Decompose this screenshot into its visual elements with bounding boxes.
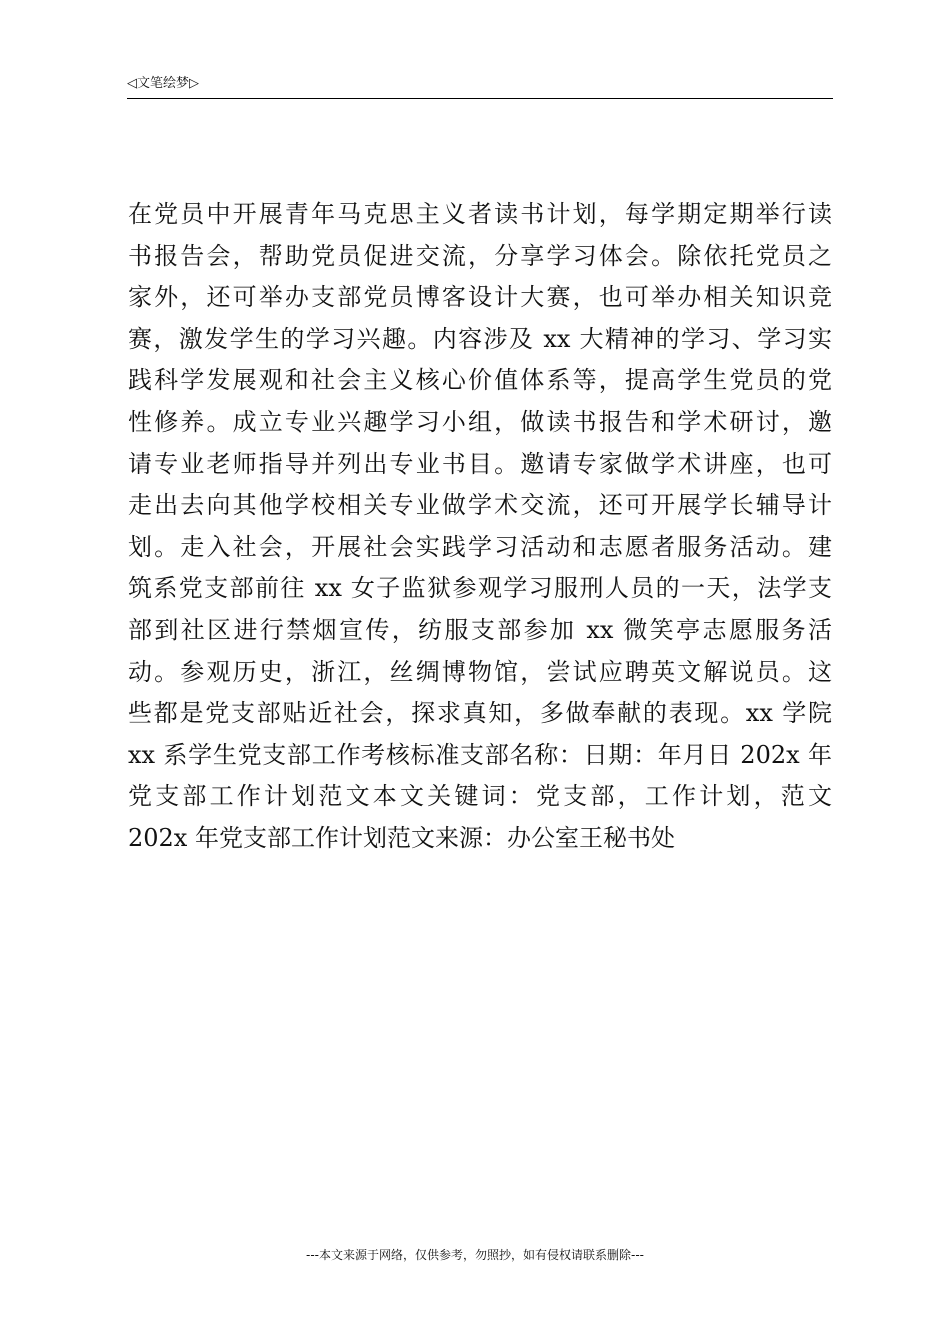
page-header [127,74,833,99]
body-line: 书报告会，帮助党员促进交流，分享学习体会。除依托党员之 [128,241,832,270]
body-line: 动。参观历史，浙江，丝绸博物馆，尝试应聘英文解说员。这 [128,657,832,686]
page-footer: ---本文来源于网络，仅供参考，勿照抄，如有侵权请联系删除--- [306,1248,644,1262]
body-line: 在党员中开展青年马克思主义者读书计划，每学期定期举行读 [128,200,832,228]
body-line: 部到社区进行禁烟宣传，纺服支部参加 xx 微笑亭志愿服务活 [128,615,832,644]
body-line: 性修养。成立专业兴趣学习小组，做读书报告和学术研讨，邀 [128,407,832,436]
header-title: ◁文笔绘梦▷ [127,76,199,91]
body-line: 走出去向其他学校相关专业做学术交流，还可开展学长辅导计 [128,491,832,520]
body-line: 践科学发展观和社会主义核心价值体系等，提高学生党员的党 [128,366,832,395]
body-line: 筑系党支部前往 xx 女子监狱参观学习服刑人员的一天，法学支 [128,574,832,603]
body-line: 202x 年党支部工作计划范文来源：办公室王秘书处 [128,823,675,852]
body-line: 赛，激发学生的学习兴趣。内容涉及 xx 大精神的学习、学习实 [128,324,832,353]
body-line: 些都是党支部贴近社会，探求真知，多做奉献的表现。xx 学院 [128,699,832,728]
body-line: xx 系学生党支部工作考核标准支部名称：日期：年月日 202x 年 [128,740,832,769]
body-text [128,194,832,860]
body-line: 家外，还可举办支部党员博客设计大赛，也可举办相关知识竞 [128,283,832,312]
body-line: 划。走入社会，开展社会实践学习活动和志愿者服务活动。建 [128,532,832,561]
body-line: 党支部工作计划范文本文关键词：党支部，工作计划，范文 [128,782,832,811]
body-line: 请专业老师指导并列出专业书目。邀请专家做学术讲座，也可 [128,449,832,478]
